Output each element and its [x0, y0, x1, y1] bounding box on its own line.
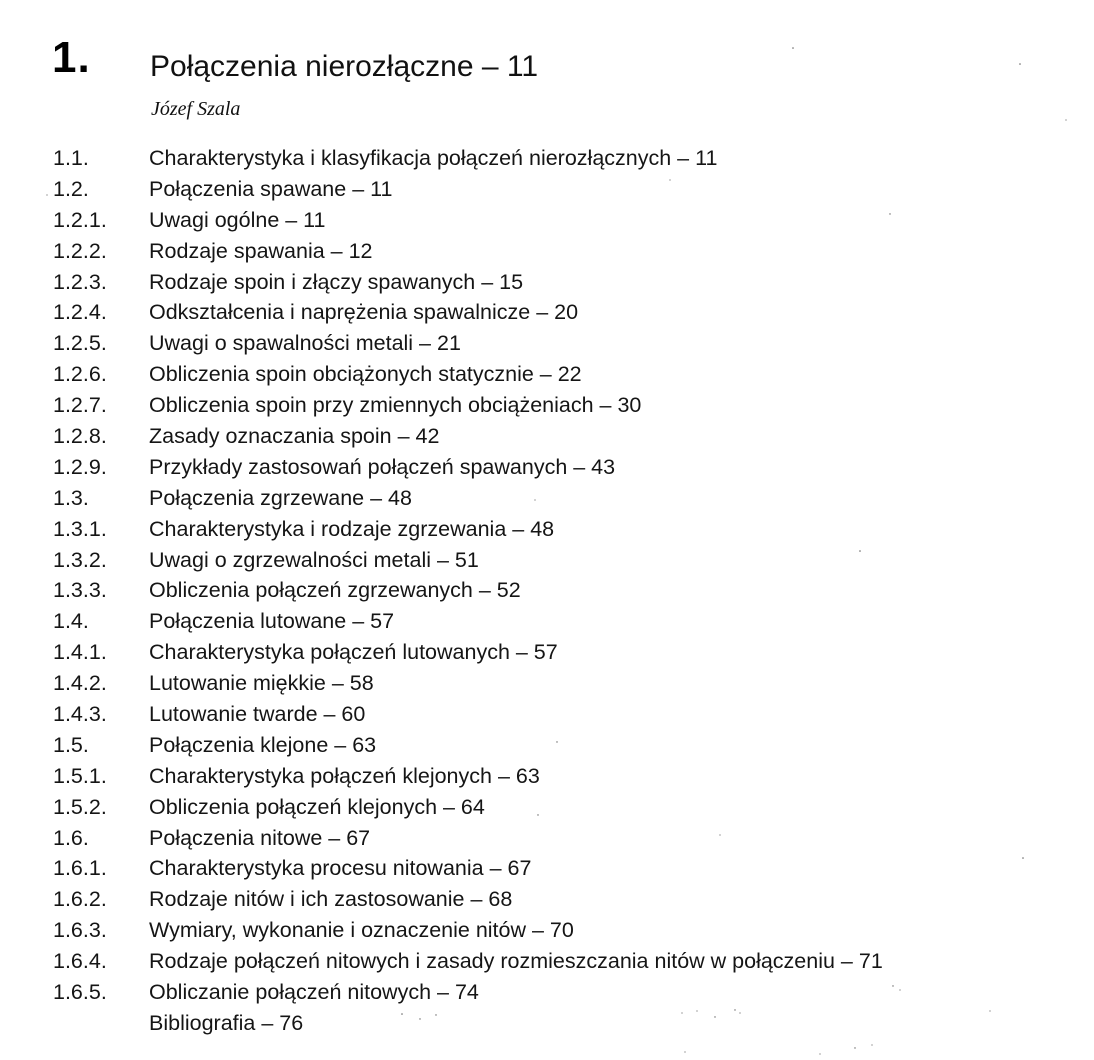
- toc-entry: [0, 454, 1094, 485]
- toc-entry-number: 1.3.3.: [53, 578, 107, 603]
- toc-entry-text: Uwagi o zgrzewalności metali – 51: [149, 547, 479, 572]
- toc-entry-number: 1.2.5.: [53, 331, 107, 356]
- toc-entry-text: Charakterystyka połączeń klejonych – 63: [149, 763, 540, 788]
- toc-entry-text: Połączenia nitowe – 67: [149, 825, 371, 850]
- toc-entry-number: 1.6.3.: [53, 918, 107, 943]
- toc-entry: [0, 207, 1094, 238]
- toc-entry: [0, 608, 1094, 639]
- toc-entry-number: 1.2.4.: [53, 300, 107, 325]
- toc-entry: [0, 145, 1094, 176]
- toc-entry-number: 1.6.1.: [53, 856, 107, 881]
- toc-entry-text: Wymiary, wykonanie i oznaczenie nitów – 70: [149, 918, 574, 943]
- toc-entry-number: 1.4.: [53, 609, 89, 634]
- toc-entry-number: 1.3.1.: [53, 516, 107, 541]
- toc-entry-number: 1.4.3.: [53, 702, 107, 727]
- toc-entry-text: Charakterystyka połączeń lutowanych – 57: [149, 640, 558, 665]
- chapter-number: 1.: [52, 33, 91, 82]
- chapter-author: Józef Szala: [151, 98, 241, 120]
- toc-entry-number: 1.6.4.: [53, 949, 107, 974]
- toc-entry-text: Rodzaje spawania – 12: [149, 238, 373, 263]
- toc-entry-number: 1.5.1.: [53, 763, 107, 788]
- toc-entry: [0, 516, 1094, 547]
- toc-entry-number: 1.3.2.: [53, 547, 107, 572]
- toc-entry-text: Lutowanie miękkie – 58: [149, 671, 374, 696]
- toc-entry-number: 1.2.1.: [53, 207, 107, 232]
- toc-entry: [0, 299, 1094, 330]
- toc-entry: [0, 269, 1094, 300]
- toc-entry-number: 1.2.2.: [53, 238, 107, 263]
- toc-entry: [0, 670, 1094, 701]
- table-of-contents: [0, 145, 1094, 1041]
- toc-entry: [0, 979, 1094, 1010]
- toc-entry: [0, 330, 1094, 361]
- toc-entry-text: Rodzaje nitów i ich zastosowanie – 68: [149, 887, 513, 912]
- toc-entry-number: 1.2.: [53, 176, 89, 201]
- toc-entry-text: Charakterystyka i klasyfikacja połączeń nierozłącznych – 11: [149, 146, 718, 170]
- toc-entry-number: 1.2.3.: [53, 269, 107, 294]
- toc-entry-text: Lutowanie twarde – 60: [149, 702, 366, 727]
- toc-entry-number: 1.6.: [53, 825, 89, 850]
- toc-entry: [0, 763, 1094, 794]
- toc-entry: [0, 485, 1094, 516]
- toc-entry-text: Charakterystyka procesu nitowania – 67: [149, 856, 532, 881]
- toc-entry: [0, 794, 1094, 825]
- toc-entry-text: Rodzaje połączeń nitowych i zasady rozmieszczania nitów w połączeniu – 71: [149, 949, 883, 974]
- toc-entry: [0, 825, 1094, 856]
- toc-entry-number: 1.2.6.: [53, 362, 107, 387]
- toc-entry-text: Obliczenia spoin przy zmiennych obciążeniach – 30: [149, 393, 642, 418]
- toc-entry: [0, 547, 1094, 578]
- toc-entry-text: Połączenia lutowane – 57: [149, 609, 395, 634]
- toc-entry-number: 1.4.2.: [53, 671, 107, 696]
- toc-entry-text: Uwagi ogólne – 11: [149, 207, 326, 232]
- toc-entry-number: 1.1.: [53, 146, 89, 170]
- toc-entry-number: 1.6.2.: [53, 887, 107, 912]
- toc-entry-number: 1.5.: [53, 732, 89, 757]
- toc-entry-text: Odkształcenia i naprężenia spawalnicze – 20: [149, 300, 579, 325]
- chapter-title: Połączenia nierozłączne – 11: [150, 50, 539, 83]
- toc-entry: [0, 1010, 1094, 1041]
- toc-entry-text: Połączenia klejone – 63: [149, 732, 377, 757]
- toc-entry-text: Połączenia zgrzewane – 48: [149, 485, 412, 510]
- toc-entry: [0, 886, 1094, 917]
- toc-entry: [0, 423, 1094, 454]
- toc-entry-text: Obliczanie połączeń nitowych – 74: [149, 980, 479, 1005]
- toc-entry-text: Obliczenia spoin obciążonych statycznie – 22: [149, 362, 582, 387]
- toc-entry-number: 1.5.2.: [53, 794, 107, 819]
- toc-entry-text: Połączenia spawane – 11: [149, 176, 393, 201]
- toc-entry: [0, 917, 1094, 948]
- toc-entry: [0, 361, 1094, 392]
- toc-entry-number: 1.6.5.: [53, 980, 107, 1005]
- toc-entry: [0, 176, 1094, 207]
- toc-entry-text: Obliczenia połączeń zgrzewanych – 52: [149, 578, 521, 603]
- toc-entry-text: Uwagi o spawalności metali – 21: [149, 331, 461, 356]
- toc-entry-text: Obliczenia połączeń klejonych – 64: [149, 794, 485, 819]
- toc-entry: [0, 639, 1094, 670]
- toc-entry-text: Przykłady zastosowań połączeń spawanych – 43: [149, 454, 616, 479]
- toc-entry-text: Rodzaje spoin i złączy spawanych – 15: [149, 269, 524, 294]
- toc-entry-number: 1.2.9.: [53, 454, 107, 479]
- toc-entry-number: 1.2.7.: [53, 393, 107, 418]
- toc-entry: [0, 701, 1094, 732]
- toc-entry: [0, 238, 1094, 269]
- toc-entry-number: 1.3.: [53, 485, 89, 510]
- toc-entry-number: 1.2.8.: [53, 424, 107, 449]
- toc-entry-text: Zasady oznaczania spoin – 42: [149, 424, 440, 449]
- toc-entry: [0, 948, 1094, 979]
- toc-entry: [0, 577, 1094, 608]
- toc-entry: [0, 855, 1094, 886]
- toc-entry: [0, 392, 1094, 423]
- toc-entry-text: Bibliografia – 76: [149, 1010, 304, 1035]
- toc-entry-text: Charakterystyka i rodzaje zgrzewania – 48: [149, 516, 555, 541]
- toc-entry-number: 1.4.1.: [53, 640, 107, 665]
- toc-entry: [0, 732, 1094, 763]
